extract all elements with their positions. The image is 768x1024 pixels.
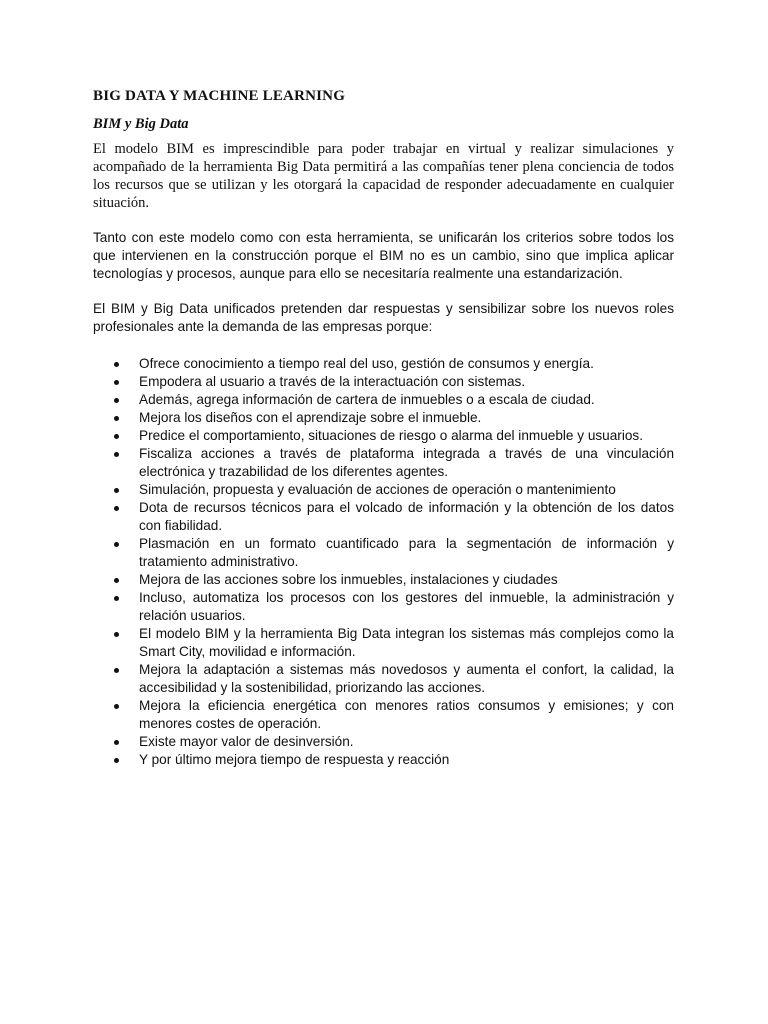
bullet-icon bbox=[114, 578, 119, 583]
bullet-icon bbox=[114, 758, 119, 763]
list-item-text: Ofrece conocimiento a tiempo real del uso, gestión de consumos y energía. bbox=[139, 356, 594, 371]
list-item-text: El modelo BIM y la herramienta Big Data integran los sistemas más complejos como la Smart City, movilidad e información. bbox=[139, 626, 674, 659]
list-item bbox=[93, 481, 674, 499]
bullet-icon bbox=[114, 362, 119, 367]
list-item bbox=[93, 499, 674, 535]
list-item bbox=[93, 409, 674, 427]
bullet-icon bbox=[114, 380, 119, 385]
list-item-text: Incluso, automatiza los procesos con los gestores del inmueble, la administración y relación usuarios. bbox=[139, 590, 674, 623]
bullet-icon bbox=[114, 416, 119, 421]
bullet-icon bbox=[114, 452, 119, 457]
list-item bbox=[93, 751, 674, 769]
bullet-icon bbox=[114, 398, 119, 403]
list-item-text: Existe mayor valor de desinversión. bbox=[139, 734, 354, 749]
bullet-icon bbox=[114, 740, 119, 745]
list-item bbox=[93, 733, 674, 751]
list-item bbox=[93, 661, 674, 697]
list-item bbox=[93, 625, 674, 661]
bullet-icon bbox=[114, 434, 119, 439]
list-item-text: Además, agrega información de cartera de inmuebles o a escala de ciudad. bbox=[139, 392, 595, 407]
list-item-text: Fiscaliza acciones a través de plataforma integrada a través de una vinculación electrónica y trazabilidad de los diferentes agentes. bbox=[139, 446, 674, 479]
list-item bbox=[93, 445, 674, 481]
list-item-text: Simulación, propuesta y evaluación de acciones de operación o mantenimiento bbox=[139, 482, 616, 497]
bullet-icon bbox=[114, 632, 119, 637]
list-item-text: Plasmación en un formato cuantificado para la segmentación de información y tratamiento administrativo. bbox=[139, 536, 674, 569]
document-title: BIG DATA Y MACHINE LEARNING bbox=[93, 88, 346, 104]
bullet-icon bbox=[114, 704, 119, 709]
paragraph-intro: El modelo BIM es imprescindible para poder trabajar en virtual y realizar simulaciones y acompañado de la herramienta Big Data permitirá a las compañías tener plena conciencia de todos los recursos que se utilizan y les otorgará la capacidad de responder adecuadamente en cualquier situación. bbox=[93, 141, 674, 211]
list-item-text: Dota de recursos técnicos para el volcado de información y la obtención de los datos con fiabilidad. bbox=[139, 500, 674, 533]
list-item-text: Y por último mejora tiempo de respuesta y reacción bbox=[139, 752, 450, 767]
list-item-text: Empodera al usuario a través de la interactuación con sistemas. bbox=[139, 374, 526, 389]
bullet-icon bbox=[114, 542, 119, 547]
paragraph-roles: El BIM y Big Data unificados pretenden dar respuestas y sensibilizar sobre los nuevos roles profesionales ante la demanda de las empresas porque: bbox=[93, 301, 674, 334]
bullet-icon bbox=[114, 488, 119, 493]
list-item bbox=[93, 355, 674, 373]
paragraph-standardization: Tanto con este modelo como con esta herramienta, se unificarán los criterios sobre todos los que intervienen en la construcción porque el BIM no es un cambio, sino que implica aplicar tecnologías y procesos, aunque para ello se necesitaría realmente una estandarización. bbox=[93, 230, 674, 281]
document-page bbox=[93, 86, 674, 769]
list-item-text: Mejora de las acciones sobre los inmuebles, instalaciones y ciudades bbox=[139, 572, 558, 587]
list-item bbox=[93, 697, 674, 733]
list-item-text: Mejora la adaptación a sistemas más novedosos y aumenta el confort, la calidad, la accesibilidad y la sostenibilidad, priorizando las acciones. bbox=[139, 662, 674, 695]
bullet-icon bbox=[114, 596, 119, 601]
list-item bbox=[93, 589, 674, 625]
list-item bbox=[93, 571, 674, 589]
section-subtitle: BIM y Big Data bbox=[93, 116, 189, 132]
list-item bbox=[93, 535, 674, 571]
list-item-text: Mejora la eficiencia energética con menores ratios consumos y emisiones; y con menores costes de operación. bbox=[139, 698, 674, 731]
list-item bbox=[93, 427, 674, 445]
benefits-list bbox=[93, 355, 674, 769]
bullet-icon bbox=[114, 506, 119, 511]
list-item bbox=[93, 391, 674, 409]
list-item-text: Predice el comportamiento, situaciones de riesgo o alarma del inmueble y usuarios. bbox=[139, 428, 643, 443]
list-item-text: Mejora los diseños con el aprendizaje sobre el inmueble. bbox=[139, 410, 482, 425]
bullet-icon bbox=[114, 668, 119, 673]
list-item bbox=[93, 373, 674, 391]
